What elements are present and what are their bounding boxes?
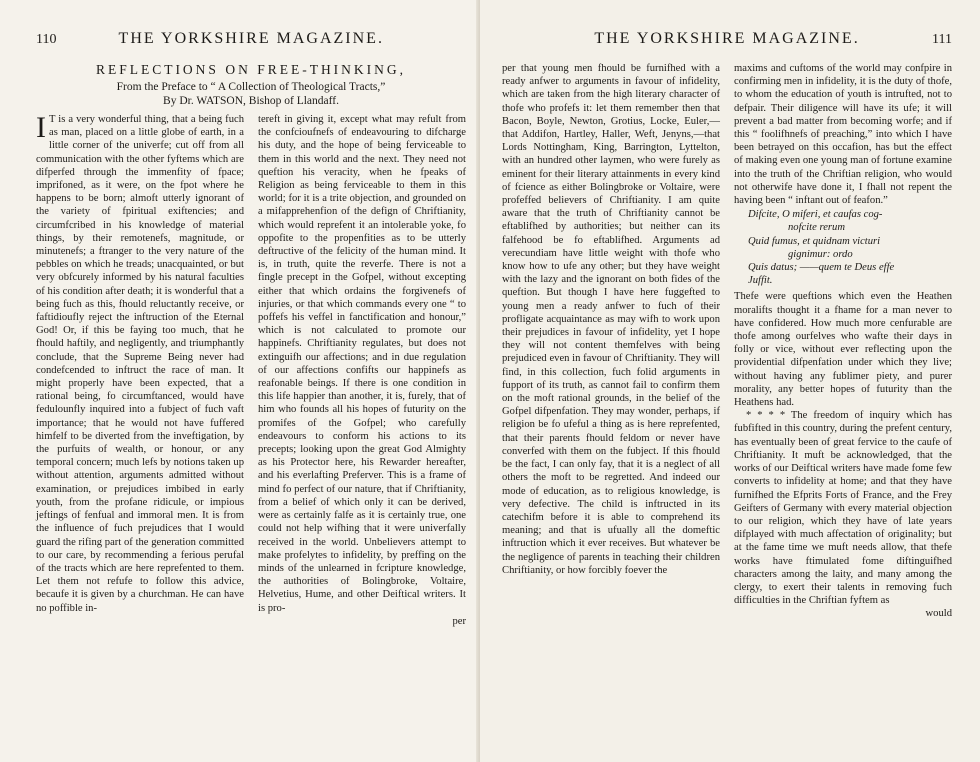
left-page [0, 0, 480, 762]
article-subtitle: From the Preface to “ A Collection of Theological Tracts,” [116, 81, 386, 93]
left-column-1 [36, 113, 244, 628]
right-page-header [502, 30, 952, 48]
drop-cap: I [36, 111, 46, 144]
paragraph-text: Thefe were queftions which even the Heathen moralifts thought it a fhame for a man never to have confidered. How much more cenfurable are thofe among ourfelves who wafte their days in folly or vice, without ever reflecting upon the providential difpenfation under which they live; without having any fublimer piety, and purer morality, any better hopes of futurity than the Heathens had. [734, 291, 952, 409]
verse-line: Quid fumus, et quidnam victuri [748, 235, 881, 247]
catchword: would [925, 608, 952, 620]
paragraph-text: per that young men fhould be furnifhed with a ready anfwer to arguments in favour of infidelity, which are taken from the high literary character of thofe who profefs it: let them remember then that Bacon, Boyle, Newton, Grotius, Locke, Euler,— that Addifon, Hartley, Haller, Weft, Jenyns,—that Lords Nottingham, King, Barrington, Lyttelton, with an hundred other laymen, who were furely as eminent for their literary attainments in every kind of fcience as either Bolingbroke or Voltaire, were profeffed believers of Chriftianity. I am quite aware that the truth of Chriftianity cannot be eftablifhed by authorities; but neither can its falfehood be fo eftablifhed. Arguments ad verecundiam have little weight with thofe who know how to ufe any other; but they have weight with the lazy and the ignorant on both fides of the queftion. But though I have here fuggefted to young men a ready anfwer to fuch of their profligate acquaintance as may wifh to work upon their prejudices in favour of infidelity, yet I hope they will not content themfelves with being prejudiced even in favour of Chriftianity. They will find, in this collection, fuch folid arguments in fupport of its truth, as cannot fail to confirm them on the moft rational grounds, in the belief of the Gofpel difpenfation. They may wonder, perhaps, if religion be fo ufeful a thing as is here reprefented, that their parents fhould feldom or never have converfed with them on the fubject. If this fhould be the fact, I can only fay, that it is a neglect of all others the moft to be regretted. And indeed our mode of education, as to religious knowledge, is very defective. The child is inftructed in its catechifm before it is able to comprehend its meaning; and that is ufually all the domeftic inftruction which it ever receives. But whatever be the negligence of parents in teaching their children Chriftianity, or how forcibly foever the [502, 63, 720, 576]
verse-line: gignimur: ordo [788, 248, 853, 260]
article-title: REFLECTIONS ON FREE-THINKING, [95, 62, 407, 77]
paragraph-text: * * * * The freedom of inquiry which has fubfifted in this country, during the prefent century, has eventually been of great fervice to the caufe of Chriftianity. It muft be acknowledged, that the works of our Deiftical writers have made fome few converts to infidelity at home; and that they have furnifhed the Efprits Forts of France, and the Frey Geifters of Germany with every material objection to our religion, which they have of late years difplayed with much affectation of originality; but at the fame time we muft needs allow, that thefe works have ftimulated fome diftinguifhed characters among the laity, and many among the clergy, to exert their talents in removing fuch difficulties in the Chriftian fyftem as [734, 410, 952, 607]
paragraph-text: tereft in giving it, except what may refult from the confcioufnefs of endeavouring to difcharge his duty, and the hope of being ferviceable to them in this world and the next. They need not queftion his veracity, when he fpeaks of Religion as being ferviceable to them in this world; for it is a trite objection, and grounded on a mifapprehenfion of the defign of Chriftianity, which would reprefent it an intolerable yoke, fo oppofite to the propenfities as to be utterly deftructive of the felicity of the human mind. It is, in truth, quite the reverfe. There is not a fingle precept in the Gofpel, without excepting either that which ordains the forgivenefs of injuries, or that which commands every one “ to poffefs his veffel in fanctification and honour,” which is not calculated to promote our happinefs. Chriftianity regulates, but does not extinguifh our affections; and in due regulation of our affections confifts our happinefs as reafonable beings. If there is one condition in this life happier than another, it is, furely, that of him who founds all his hopes of futurity on the promifes of the Gofpel; who carefully endeavours to conform his actions to its precepts; looking upon the great God Almighty as his Protector here, his Rewarder hereafter, and his everlafting Preferver. This is a frame of mind fo perfect of our nature, that if Chriftianity, from a belief of which only it can be derived, were as certainly falfe as it is certainly true, one could not help wifhing that it were univerfally received in the world. Unbelievers attempt to make profelytes to infidelity, by preffing on the minds of the unlearned in fcripture knowledge, the authorities of Bolingbroke, Voltaire, Helvetius, Hume, and other Deiftical writers. It is pro- [258, 114, 466, 614]
right-columns [502, 62, 952, 621]
verse-line: Quis datus; ——quem te Deus effe [748, 262, 895, 274]
paragraph-text: maxims and cuftoms of the world may confpire in confirming men in infidelity, it is the duty of thofe, to whom the education of youth is intrufted, not to defpair. Their diligence will have its ufe; it will prevent a bad matter from becoming worfe; and if this “ foolifhnefs of preaching,” into which I have been betrayed on this occafion, has but the effect of making even one young man of fortune examine into the truth of the Chriftian religion, who would not otherwife have done it, I fhall not repent the having been “ inftant out of feafon.” [734, 63, 952, 207]
verse-line: Juffit. [748, 275, 773, 287]
left-column-2 [258, 113, 466, 628]
running-head: THE YORKSHIRE MAGAZINE. [118, 30, 384, 47]
left-page-header [36, 30, 466, 48]
catchword: per [452, 615, 466, 627]
right-column-2 [734, 62, 952, 621]
article-author: By Dr. WATSON, Bishop of Llandaff. [163, 95, 339, 107]
left-columns [36, 113, 466, 628]
paragraph-text: T is a very wonderful thing, that a being fuch as man, placed on a little globe of earth, in a little corner of the univerfe; cut off from all communication with the other fyftems which are difperfed through the immenfity of fpace; imprifoned, as it were, on the fpot where he happens to be born; almoft utterly ignorant of the variety of fpiritual exiftencies; and circumfcribed in his knowledge of material things, by their remotenefs, magnitude, or minutenefs; a ftranger to the very nature of the pebbles on which he treads; unacquainted, or but very obfcurely informed by his natural faculties of his condition after death; it is wonderful that a being fuch as this, fhould reluctantly receive, or faftidioufly reject the inftruction of the Eternal God! Or, if this be faying too much, that he fhould haftily, and negligently, and triumphantly conclude, that the Supreme Being never had condefcended to inftruct the race of man. It might properly have been expected, that a rational being, fo circumftanced, would have fedulounfly inquired into a fubject of fuch vaft importance; that he would not have fuffered himfelf to be diverted from the inveftigation, by the purfuits of wealth, or honour, or any temporal concern; much lefs by notions taken up without attention, arguments admitted without examination, or prejudices imbibed in early youth, from the profane ridicule, or impious jeftings of fenfual and immoral men. It is from the influence of fuch prejudices that I would guard the rifing part of the generation committed to our care, by recommending a ferious perufal of the tracts which are here reprefented to them. Let them not refufe to follow this advice, becaufe it is given by a churchman. He can have no poffible in- [36, 114, 244, 614]
paragraph [36, 113, 244, 615]
right-column-1 [502, 62, 720, 621]
right-page [480, 0, 980, 762]
verse-line: nofcite rerum [788, 222, 845, 234]
page-number: 110 [36, 32, 57, 47]
verse-line: Difcite, O miferi, et caufas cog- [748, 209, 883, 221]
running-head: THE YORKSHIRE MAGAZINE. [594, 30, 860, 47]
latin-verse [748, 208, 952, 287]
page-number: 111 [932, 32, 952, 47]
article-title-block [36, 62, 466, 107]
